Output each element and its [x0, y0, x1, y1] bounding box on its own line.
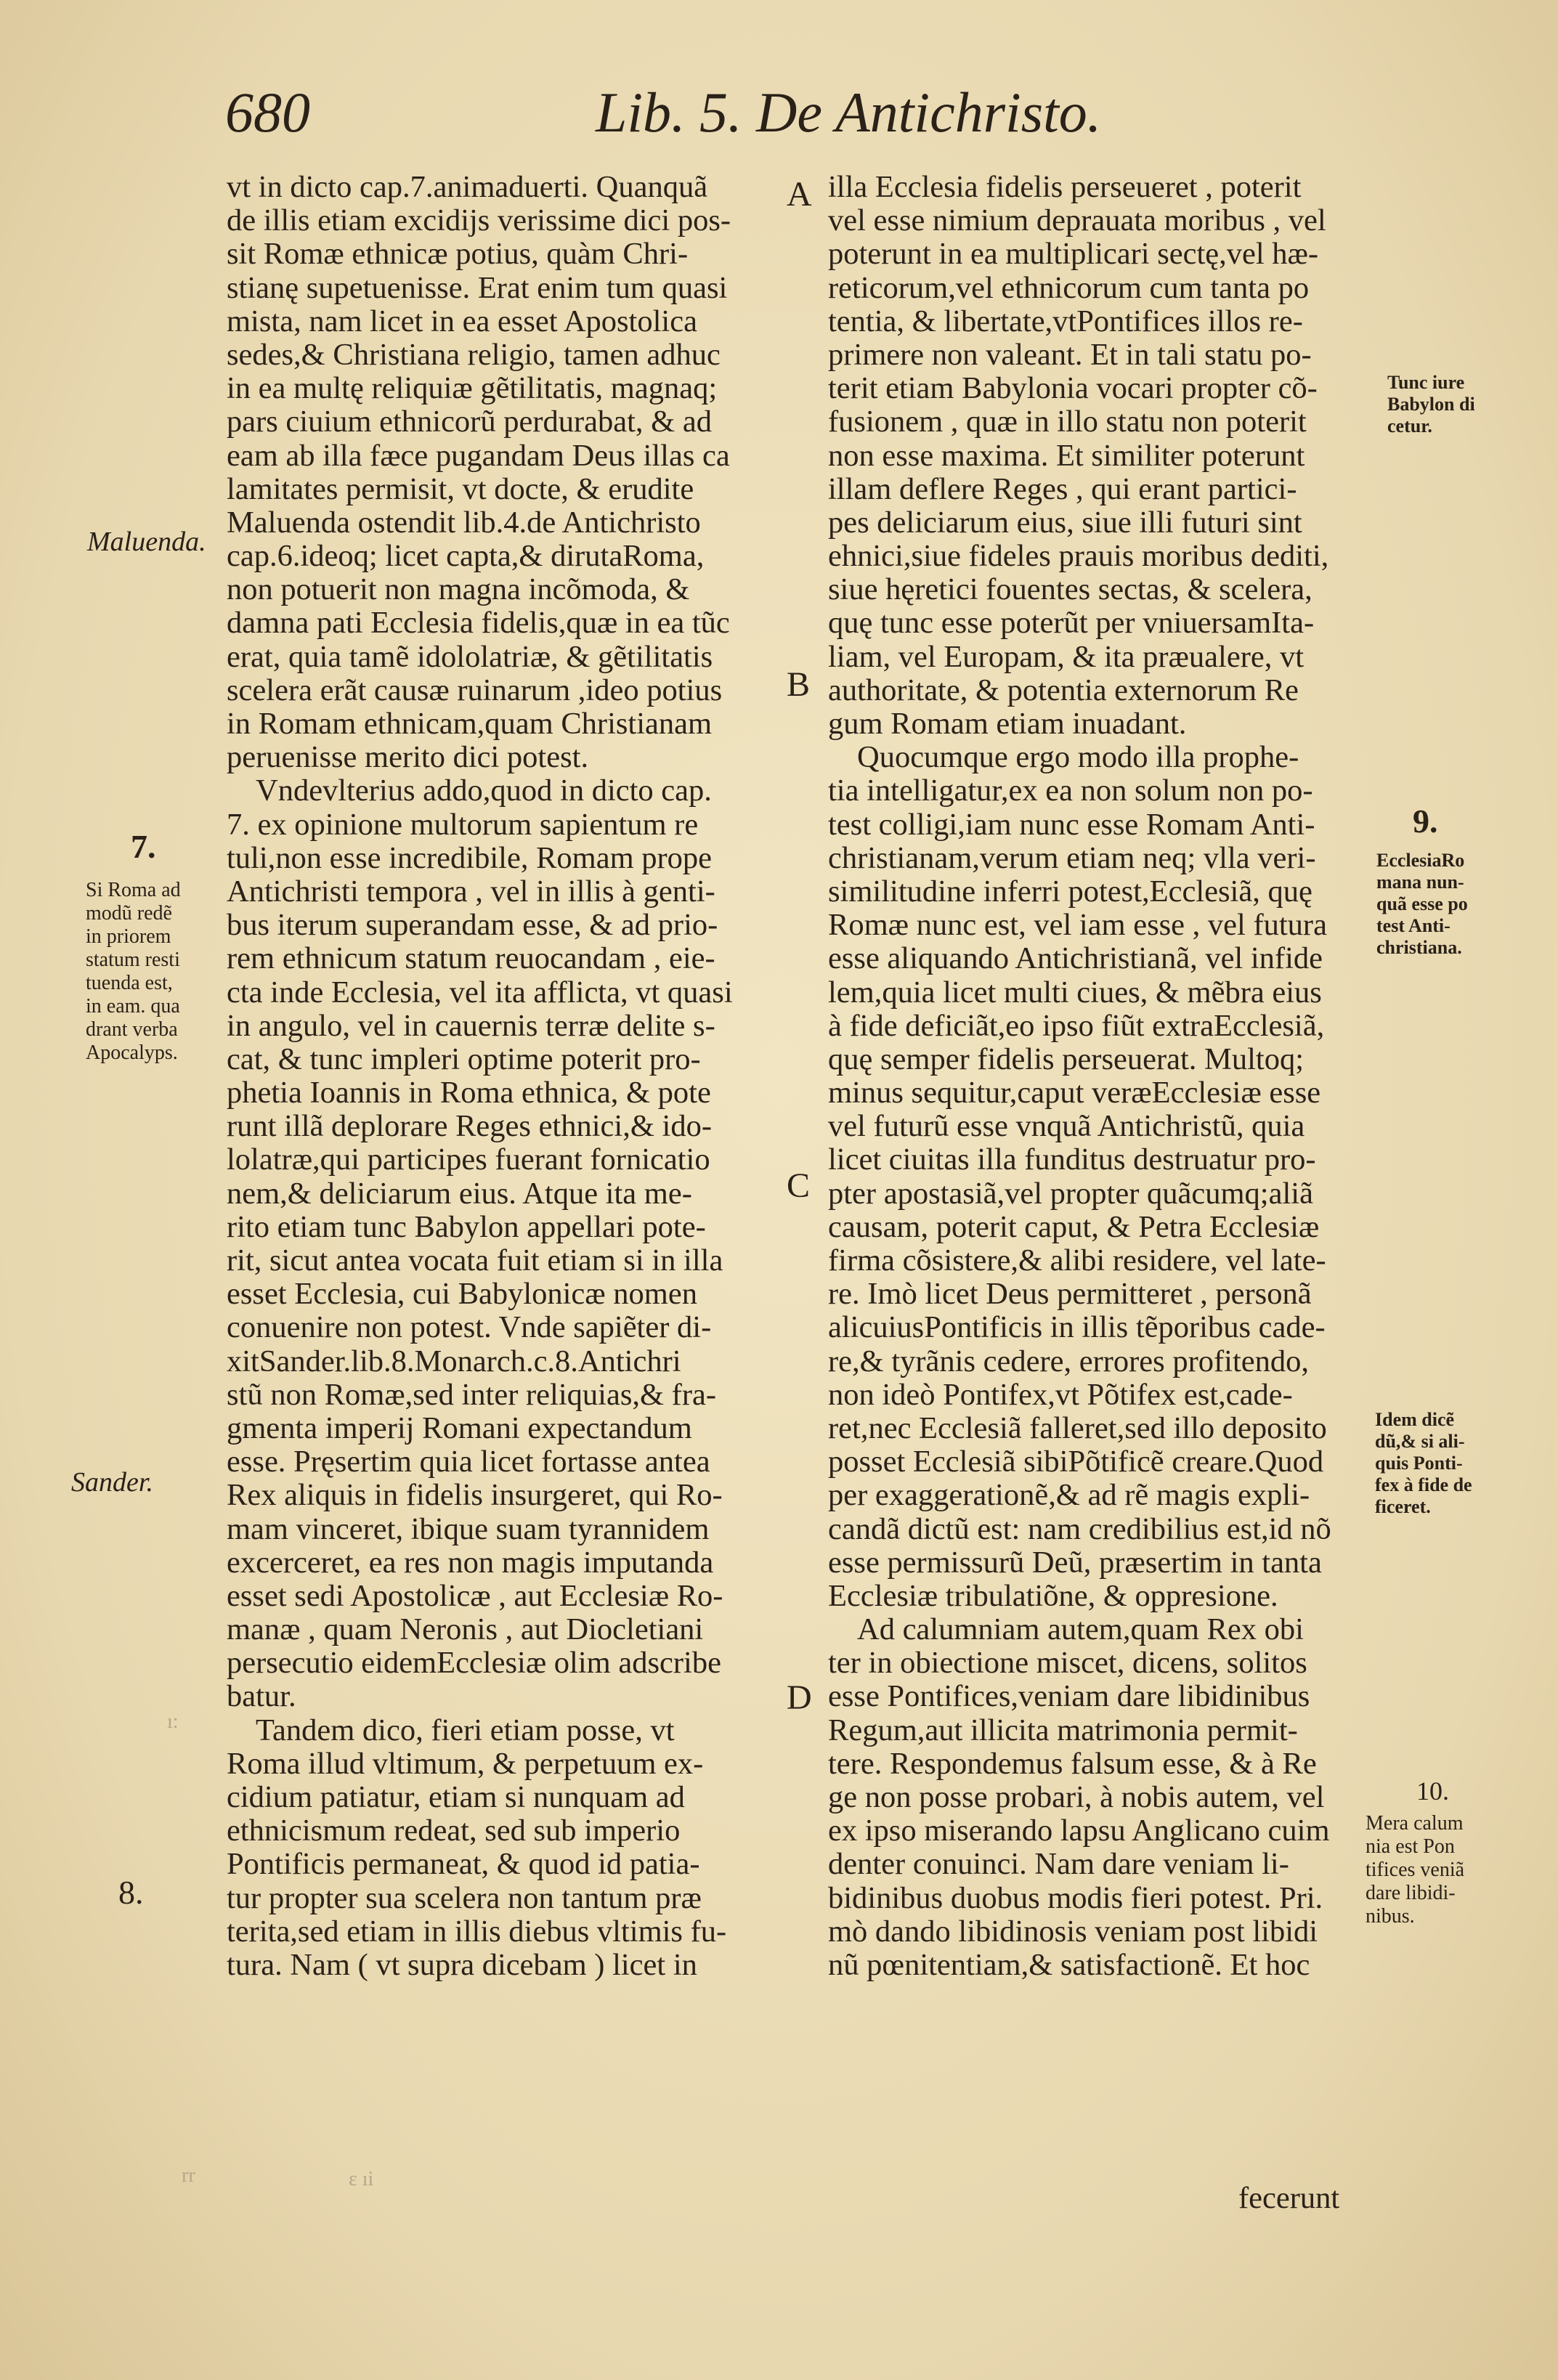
text-line: tere. Respondemus falsum esse, & à Re: [828, 1747, 1317, 1781]
text-line: terit etiam Babylonia vocari propter cõ-: [828, 372, 1318, 406]
margin-note-line: Si Roma ad: [86, 879, 181, 901]
margin-note-line: nibus.: [1366, 1905, 1415, 1928]
running-title: Lib. 5. De Antichristo.: [596, 81, 1102, 144]
text-line: illa Ecclesia fidelis perseueret , poterit: [828, 171, 1302, 204]
text-line: cta inde Ecclesia, vel ita afflicta, vt quasi: [227, 975, 733, 1010]
text-line: 7. ex opinione multorum sapientum re: [227, 808, 699, 842]
text-line: liam, vel Europam, & ita præualere, vt: [828, 640, 1305, 674]
text-line: posset Ecclesiã sibiPõtificẽ creare.Quod: [828, 1445, 1324, 1479]
margin-note-line: quis Ponti-: [1375, 1453, 1463, 1474]
text-line: Roma illud vltimum, & perpetuum ex-: [227, 1747, 704, 1781]
margin-note-sander: Sander.: [71, 1467, 153, 1498]
text-line: quę semper fidelis perseuerat. Multoq;: [828, 1042, 1305, 1076]
margin-note-line: dũ,& si ali-: [1375, 1431, 1465, 1452]
margin-note-maluenda: Maluenda.: [87, 527, 206, 557]
text-line: nũ pœnitentiam,& satisfactionẽ. Et hoc: [828, 1948, 1310, 1982]
margin-number-10: 10.: [1416, 1776, 1449, 1806]
text-line: causam, poterit caput, & Petra Ecclesiæ: [828, 1210, 1320, 1244]
text-line: scelera erãt causæ ruinarum ,ideo potius: [227, 673, 723, 707]
text-line: eam ab illa fæce pugandam Deus illas ca: [227, 439, 730, 473]
text-line: bidinibus duobus modis fieri potest. Pri.: [828, 1881, 1323, 1915]
text-line: similitudine inferri potest,Ecclesiã, quę: [828, 874, 1312, 909]
text-line: denter conuinci. Nam dare veniam li-: [828, 1848, 1289, 1882]
margin-number-9: 9.: [1413, 803, 1438, 840]
text-line: cap.6.ideoq; licet capta,& dirutaRoma,: [227, 540, 705, 574]
margin-note-line: modũ redẽ: [86, 902, 172, 925]
margin-note-line: Tunc iure: [1387, 372, 1465, 393]
section-letter-a: A: [787, 175, 812, 214]
text-line: conuenire non potest. Vnde sapiẽter di-: [227, 1311, 712, 1345]
text-line: esset Ecclesia, cui Babylonicæ nomen: [227, 1278, 697, 1312]
text-line: sit Romæ ethnicæ potius, quàm Chri-: [227, 237, 689, 272]
text-line: ter in obiectione miscet, dicens, solitos: [828, 1646, 1307, 1681]
text-line: re. Imò licet Deus permitteret , personã: [828, 1278, 1312, 1312]
text-line: à fide deficiãt,eo ipso fiũt extraEcclesiã,: [828, 1009, 1325, 1043]
text-line: stianę supetuenisse. Erat enim tum quasi: [227, 271, 728, 305]
text-line: Ad calumniam autem,quam Rex obi: [857, 1613, 1304, 1647]
text-line: pes deliciarum eius, siue illi futuri sint: [828, 505, 1302, 540]
text-line: Vndevlterius addo,quod in dicto cap.: [256, 774, 712, 808]
text-line: esse Pontifices,veniam dare libidinibus: [828, 1680, 1310, 1714]
text-line: pter apostasiã,vel propter quãcumq;aliã: [828, 1177, 1313, 1211]
text-line: Rex aliquis in fidelis insurgeret, qui Ro-: [227, 1479, 723, 1513]
margin-note-line: ficeret.: [1375, 1496, 1431, 1517]
text-line: siue hęretici fouentes sectas, & scelera,: [828, 573, 1312, 607]
margin-note-line: christiana.: [1376, 937, 1462, 958]
margin-note-line: EcclesiaRo: [1376, 850, 1465, 871]
text-line: tura. Nam ( vt supra dicebam ) licet in: [227, 1948, 697, 1982]
text-line: illam deflere Reges , qui erant partici-: [828, 472, 1297, 506]
margin-note-9: [1376, 850, 1468, 959]
left-text-column: [227, 171, 782, 1982]
text-line: excerceret, ea res non magis imputanda: [227, 1546, 714, 1580]
text-line: firma cõsistere,& alibi residere, vel late-: [828, 1244, 1326, 1278]
text-line: Antichristi tempora , vel in illis à genti-: [227, 874, 715, 909]
text-line: cidium patiatur, etiam si nunquam ad: [227, 1781, 685, 1814]
text-line: tuli,non esse incredibile, Romam prope: [227, 841, 713, 875]
text-line: poterunt in ea multiplicari sectę,vel hæ-: [828, 237, 1319, 272]
text-line: rem ethnicum statum reuocandam , eie-: [227, 942, 715, 976]
text-line: non potuerit non magna incõmoda, &: [227, 573, 690, 607]
catchword: fecerunt: [1238, 2181, 1340, 2215]
margin-note-line: Idem dicẽ: [1375, 1409, 1455, 1430]
text-line: vt in dicto cap.7.animaduerti. Quanquã: [227, 171, 708, 204]
text-line: mam vinceret, ibique suam tyrannidem: [227, 1512, 710, 1546]
text-line: esse permissurũ Deũ, præsertim in tanta: [828, 1546, 1322, 1580]
margin-note-line: Mera calum: [1366, 1812, 1464, 1835]
text-line: phetia Ioannis in Roma ethnica, & pote: [227, 1076, 711, 1110]
smudge-mark: ɛ ıi: [349, 2168, 374, 2190]
text-line: ge non posse probari, à nobis autem, vel: [828, 1781, 1325, 1814]
text-line: vel esse nimium deprauata moribus , vel: [828, 204, 1326, 238]
text-line: candã dictũ est: nam credibilius est,id nõ: [828, 1512, 1331, 1546]
text-line: christianam,verum etiam neq; vlla veri-: [828, 841, 1316, 875]
text-line: per exaggerationẽ,& ad rẽ magis expli-: [828, 1479, 1310, 1513]
text-line: esse aliquando Antichristianã, vel infide: [828, 942, 1323, 976]
text-line: Quocumque ergo modo illa prophe-: [857, 741, 1299, 775]
text-line: in Romam ethnicam,quam Christianam: [227, 707, 713, 741]
text-line: vel futurũ esse vnquã Antichristũ, quia: [828, 1110, 1305, 1144]
right-text-column: [828, 171, 1366, 1982]
text-line: persecutio eidemEcclesiæ olim adscribe: [227, 1646, 721, 1681]
margin-note-line: cetur.: [1387, 415, 1432, 436]
text-line: ret,nec Ecclesiã falleret,sed illo deposito: [828, 1411, 1327, 1445]
text-line: in ea multę reliquiæ gẽtilitatis, magnaq;: [227, 372, 718, 406]
text-line: gum Romam etiam inuadant.: [828, 707, 1187, 741]
margin-note-10: [1366, 1812, 1464, 1928]
margin-note-line: Babylon di: [1387, 394, 1475, 415]
text-line: fusionem , quæ in illo statu non poterit: [828, 405, 1307, 439]
margin-note-line: dare libidi-: [1366, 1882, 1456, 1904]
text-line: Maluenda ostendit lib.4.de Antichristo: [227, 505, 701, 540]
text-line: gmenta imperij Romani expectandum: [227, 1411, 692, 1445]
margin-note-babylon: [1387, 372, 1475, 437]
margin-note-line: drant verba: [86, 1018, 178, 1041]
text-line: Tandem dico, fieri etiam posse, vt: [256, 1713, 675, 1747]
text-line: lamitates permisit, vt docte, & erudite: [227, 472, 694, 506]
text-line: primere non valeant. Et in tali statu po-: [828, 338, 1312, 372]
margin-number-8: 8.: [118, 1874, 144, 1911]
text-line: esse. Pręsertim quia licet fortasse antea: [227, 1445, 710, 1479]
text-line: bus iterum superandam esse, & ad prio-: [227, 909, 718, 943]
text-line: alicuiusPontificis in illis tẽporibus cade-: [828, 1311, 1326, 1345]
text-line: nem,& deliciarum eius. Atque ita me-: [227, 1177, 692, 1211]
text-line: sedes,& Christiana religio, tamen adhuc: [227, 338, 721, 372]
text-line: Pontificis permaneat, & quod id patia-: [227, 1848, 700, 1882]
text-line: cat, & tunc impleri optime poterit pro-: [227, 1042, 701, 1076]
text-line: authoritate, & potentia externorum Re: [828, 673, 1299, 707]
text-line: tentia, & libertate,vtPontifices illos re-: [828, 304, 1303, 338]
text-line: re,& tyrãnis cedere, errores profitendo,: [828, 1344, 1309, 1378]
margin-note-line: statum resti: [86, 949, 180, 971]
section-letter-b: B: [787, 665, 811, 704]
text-line: rito etiam tunc Babylon appellari pote-: [227, 1210, 706, 1244]
text-line: peruenisse merito dici potest.: [227, 741, 589, 775]
margin-note-line: tuenda est,: [86, 972, 173, 994]
margin-note-line: in priorem: [86, 925, 171, 948]
text-line: xitSander.lib.8.Monarch.c.8.Antichri: [227, 1344, 681, 1378]
margin-note-line: tifices veniã: [1366, 1859, 1465, 1881]
text-line: tur propter sua scelera non tantum præ: [227, 1881, 702, 1915]
text-line: non esse maxima. Et similiter poterunt: [828, 439, 1305, 473]
margin-note-line: quã esse po: [1376, 893, 1468, 914]
text-line: test colligi,iam nunc esse Romam Anti-: [828, 808, 1315, 842]
text-line: batur.: [227, 1680, 296, 1714]
text-line: ethnicismum redeat, sed sub imperio: [227, 1814, 681, 1848]
text-line: mò dando libidinosis veniam post libidi: [828, 1914, 1318, 1949]
text-line: terita,sed etiam in illis diebus vltimis fu-: [227, 1914, 727, 1949]
page-number: 680: [225, 81, 310, 144]
text-line: ehnici,siue fideles prauis moribus dediti,: [828, 540, 1329, 574]
margin-note-line: nia est Pon: [1366, 1835, 1455, 1858]
text-line: Regum,aut illicita matrimonia permit-: [828, 1713, 1298, 1747]
margin-note-line: test Anti-: [1376, 915, 1451, 936]
margin-note-line: fex à fide de: [1375, 1474, 1472, 1495]
text-line: damna pati Ecclesia fidelis,quæ in ea tũc: [227, 606, 730, 641]
text-line: licet ciuitas illa funditus destruatur pro-: [828, 1143, 1316, 1177]
margin-note-line: Apocalyps.: [86, 1041, 178, 1064]
text-line: ex ipso miserando lapsu Anglicano cuim: [828, 1814, 1330, 1848]
text-line: tia intelligatur,ex ea non solum non po-: [828, 774, 1313, 808]
smudge-mark: ı:: [167, 1710, 179, 1733]
section-letter-c: C: [787, 1166, 811, 1205]
smudge-mark: rr: [182, 2164, 195, 2187]
text-line: esset sedi Apostolicæ , aut Ecclesiæ Ro-: [227, 1579, 723, 1613]
margin-note-line: mana nun-: [1376, 872, 1464, 893]
text-line: quę tunc esse poterũt per vniuersamIta-: [828, 606, 1315, 641]
section-letter-d: D: [787, 1678, 812, 1717]
text-line: in angulo, vel in cauernis terræ delite s-: [227, 1009, 715, 1043]
text-line: Romæ nunc est, vel iam esse , vel futura: [828, 909, 1327, 943]
text-line: rit, sicut antea vocata fuit etiam si in illa: [227, 1244, 723, 1278]
text-line: Ecclesiæ tribulatiõne, & oppresione.: [828, 1579, 1278, 1613]
text-line: stũ non Romæ,sed inter reliquias,& fra-: [227, 1378, 716, 1412]
margin-number-7: 7.: [131, 828, 156, 865]
text-line: manæ , quam Neronis , aut Diocletiani: [227, 1613, 704, 1647]
text-line: reticorum,vel ethnicorum cum tanta po: [828, 271, 1310, 305]
text-line: runt illã deplorare Reges ethnici,& ido-: [227, 1110, 712, 1144]
text-line: non ideò Pontifex,vt Põtifex est,cade-: [828, 1378, 1293, 1412]
margin-note-idem: [1375, 1409, 1472, 1518]
text-line: mista, nam licet in ea esset Apostolica: [227, 304, 697, 338]
text-line: de illis etiam excidijs verissime dici pos-: [227, 204, 731, 238]
text-line: lem,quia licet multi ciues, & mẽbra eius: [828, 975, 1322, 1010]
text-line: pars ciuium ethnicorũ perdurabat, & ad: [227, 405, 712, 439]
text-line: lolatræ,qui participes fuerant fornicatio: [227, 1143, 710, 1177]
margin-note-7: [86, 879, 181, 1065]
text-line: minus sequitur,caput veræEcclesiæ esse: [828, 1076, 1321, 1110]
margin-note-line: in eam. qua: [86, 995, 180, 1018]
text-line: erat, quia tamẽ idololatriæ, & gẽtilitatis: [227, 640, 713, 674]
